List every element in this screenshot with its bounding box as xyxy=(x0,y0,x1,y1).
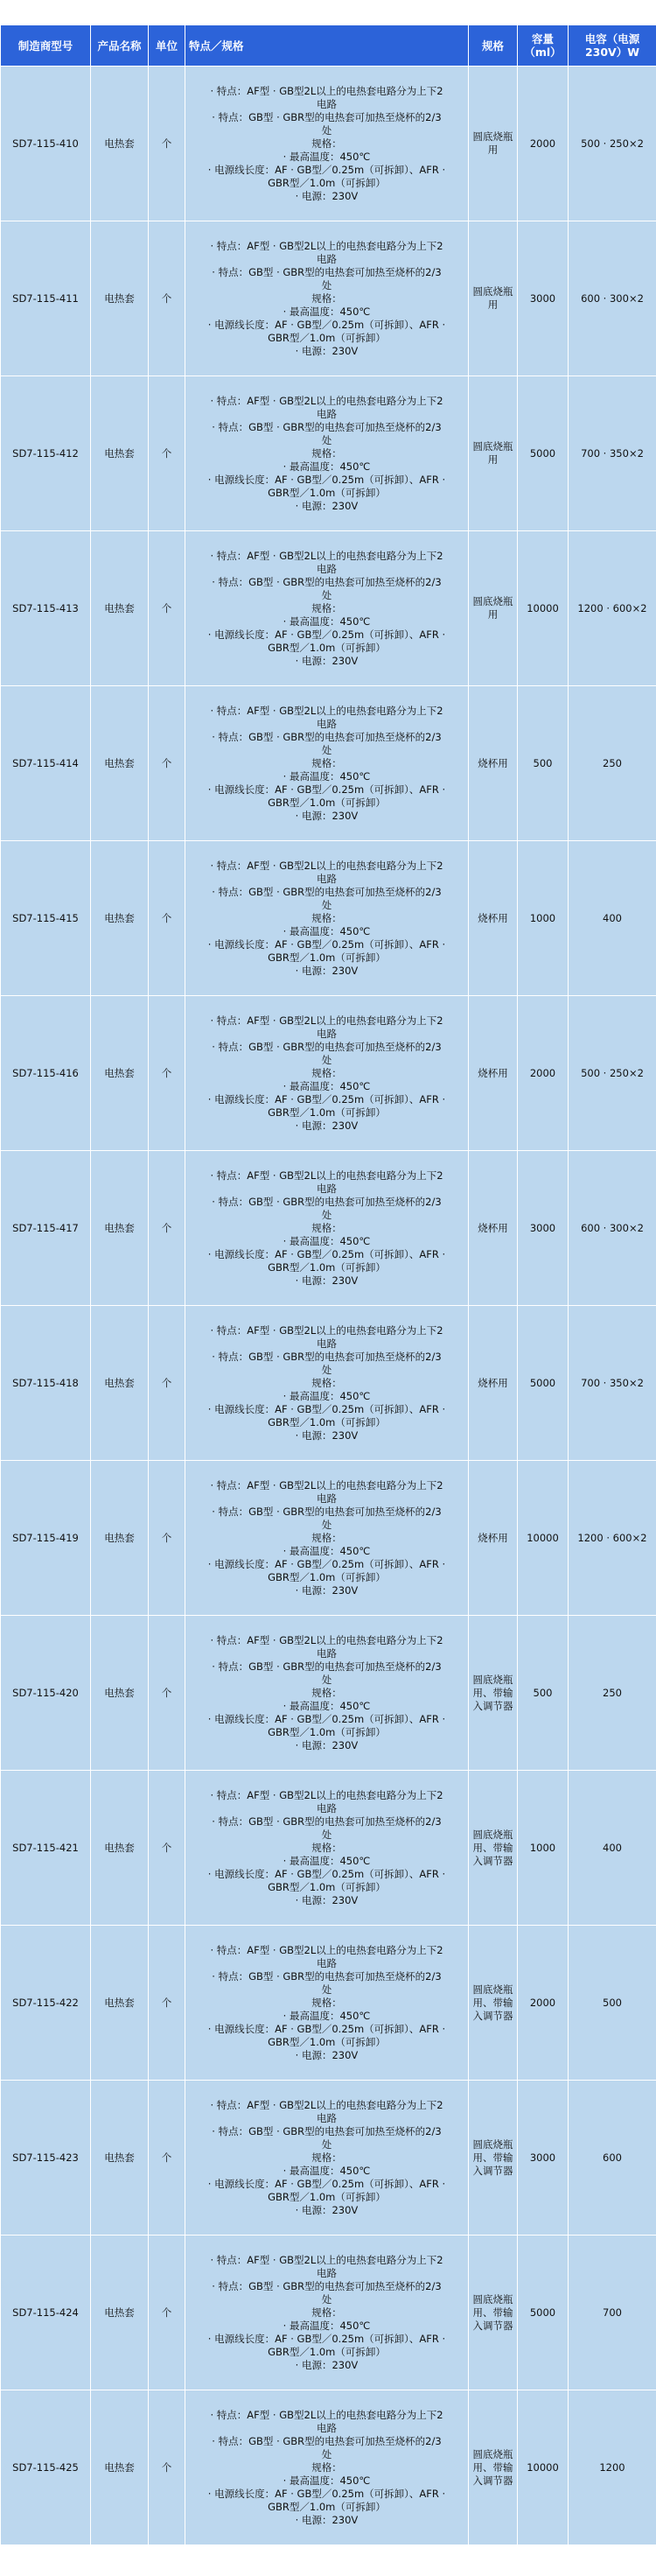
feature-line: 电路 xyxy=(317,97,337,110)
feature-line: · 电源线长度：AF · GB型／0.25m（可拆卸）、AFR · xyxy=(207,1712,446,1725)
feature-line: · 特点：AF型 · GB型2L以上的电热套电路分为上下2 xyxy=(210,2253,443,2266)
cell-features xyxy=(185,1616,469,1771)
feature-line: · 最高温度：450℃ xyxy=(283,1544,371,1557)
feature-line: GBR型／1.0m（可拆卸） xyxy=(268,796,386,809)
feature-line: · 特点：AF型 · GB型2L以上的电热套电路分为上下2 xyxy=(210,239,443,252)
feature-line: · 特点：AF型 · GB型2L以上的电热套电路分为上下2 xyxy=(210,2098,443,2111)
cell-name: 电热套 xyxy=(91,1306,149,1461)
cell-features xyxy=(185,686,469,841)
table-row xyxy=(1,376,656,531)
cell-power: 700 · 350×2 xyxy=(569,376,656,531)
feature-line: · 特点：GB型 · GBR型的电热套可加热至烧杯的2/3 xyxy=(212,1814,442,1828)
feature-line: · 特点：GB型 · GBR型的电热套可加热至烧杯的2/3 xyxy=(212,420,442,433)
feature-line: 处 xyxy=(321,898,332,911)
feature-line: GBR型／1.0m（可拆卸） xyxy=(268,2500,386,2513)
cell-unit: 个 xyxy=(149,221,185,376)
table-row xyxy=(1,1151,656,1306)
cell-features xyxy=(185,1151,469,1306)
feature-line: · 特点：GB型 · GBR型的电热套可加热至烧杯的2/3 xyxy=(212,2434,442,2447)
cell-unit: 个 xyxy=(149,376,185,531)
cell-name: 电热套 xyxy=(91,2081,149,2236)
cell-features xyxy=(185,1771,469,1926)
cell-model: SD7-115-411 xyxy=(1,221,91,376)
feature-line: 处 xyxy=(321,1363,332,1376)
cell-name: 电热套 xyxy=(91,2236,149,2390)
cell-name: 电热套 xyxy=(91,531,149,686)
cell-model: SD7-115-419 xyxy=(1,1461,91,1616)
cell-name: 电热套 xyxy=(91,376,149,531)
cell-unit: 个 xyxy=(149,2390,185,2545)
feature-line: 处 xyxy=(321,433,332,446)
feature-line: · 电源：230V xyxy=(295,189,359,202)
feature-line: · 电源线长度：AF · GB型／0.25m（可拆卸）、AFR · xyxy=(207,2332,446,2345)
feature-line: · 最高温度：450℃ xyxy=(283,1699,371,1712)
feature-line: · 特点：AF型 · GB型2L以上的电热套电路分为上下2 xyxy=(210,394,443,407)
cell-name: 电热套 xyxy=(91,2390,149,2545)
feature-line: 处 xyxy=(321,1828,332,1841)
feature-line: 规格： xyxy=(311,2306,342,2319)
feature-line: GBR型／1.0m（可拆卸） xyxy=(268,951,386,964)
cell-model: SD7-115-417 xyxy=(1,1151,91,1306)
feature-line: · 特点：GB型 · GBR型的电热套可加热至烧杯的2/3 xyxy=(212,1040,442,1053)
feature-line: 电路 xyxy=(317,717,337,730)
feature-line: 处 xyxy=(321,2292,332,2306)
feature-line: 处 xyxy=(321,2137,332,2151)
feature-line: · 特点：GB型 · GBR型的电热套可加热至烧杯的2/3 xyxy=(212,265,442,278)
feature-line: 规格： xyxy=(311,137,342,150)
feature-line: · 电源线长度：AF · GB型／0.25m（可拆卸）、AFR · xyxy=(207,1402,446,1415)
feature-line: · 特点：GB型 · GBR型的电热套可加热至烧杯的2/3 xyxy=(212,1195,442,1208)
feature-line: · 电源：230V xyxy=(295,2513,359,2526)
cell-unit: 个 xyxy=(149,1926,185,2081)
feature-line: · 特点：AF型 · GB型2L以上的电热套电路分为上下2 xyxy=(210,859,443,872)
feature-line: · 最高温度：450℃ xyxy=(283,614,371,628)
cell-power: 500 · 250×2 xyxy=(569,67,656,221)
feature-line: GBR型／1.0m（可拆卸） xyxy=(268,1260,386,1274)
feature-line: · 特点：AF型 · GB型2L以上的电热套电路分为上下2 xyxy=(210,704,443,717)
feature-line: · 电源线长度：AF · GB型／0.25m（可拆卸）、AFR · xyxy=(207,1867,446,1880)
cell-name: 电热套 xyxy=(91,67,149,221)
feature-line: · 电源：230V xyxy=(295,2358,359,2371)
cell-name: 电热套 xyxy=(91,1461,149,1616)
cell-capacity: 10000 xyxy=(518,1461,569,1616)
cell-features xyxy=(185,221,469,376)
cell-capacity: 1000 xyxy=(518,841,569,996)
feature-line: · 特点：AF型 · GB型2L以上的电热套电路分为上下2 xyxy=(210,84,443,97)
cell-name: 电热套 xyxy=(91,1151,149,1306)
feature-line: · 电源：230V xyxy=(295,964,359,977)
feature-line: 电路 xyxy=(317,1182,337,1195)
cell-power: 1200 xyxy=(569,2390,656,2545)
feature-line: 处 xyxy=(321,1673,332,1686)
cell-features xyxy=(185,376,469,531)
cell-model: SD7-115-425 xyxy=(1,2390,91,2545)
feature-line: · 特点：GB型 · GBR型的电热套可加热至烧杯的2/3 xyxy=(212,1350,442,1363)
header-model: 制造商型号 xyxy=(1,25,91,67)
feature-line: 处 xyxy=(321,278,332,291)
cell-usage: 圆底烧瓶用、带输入调节器 xyxy=(469,1616,518,1771)
cell-capacity: 10000 xyxy=(518,531,569,686)
feature-line: · 特点：AF型 · GB型2L以上的电热套电路分为上下2 xyxy=(210,1788,443,1801)
cell-features xyxy=(185,996,469,1151)
table-row xyxy=(1,1306,656,1461)
table-row xyxy=(1,1926,656,2081)
feature-line: 规格： xyxy=(311,2151,342,2164)
cell-unit: 个 xyxy=(149,841,185,996)
feature-line: · 电源：230V xyxy=(295,2048,359,2061)
feature-line: GBR型／1.0m（可拆卸） xyxy=(268,2035,386,2048)
feature-line: GBR型／1.0m（可拆卸） xyxy=(268,2345,386,2358)
feature-line: 规格： xyxy=(311,291,342,305)
cell-capacity: 500 xyxy=(518,1616,569,1771)
cell-features xyxy=(185,1926,469,2081)
cell-unit: 个 xyxy=(149,67,185,221)
cell-usage: 圆底烧瓶用 xyxy=(469,376,518,531)
cell-power: 600 xyxy=(569,2081,656,2236)
feature-line: 规格： xyxy=(311,1066,342,1079)
cell-capacity: 2000 xyxy=(518,67,569,221)
feature-line: · 最高温度：450℃ xyxy=(283,1854,371,1867)
cell-capacity: 500 xyxy=(518,686,569,841)
cell-power: 500 · 250×2 xyxy=(569,996,656,1151)
header-capacity: 容量 （ml） xyxy=(518,25,569,67)
feature-line: · 特点：AF型 · GB型2L以上的电热套电路分为上下2 xyxy=(210,1014,443,1027)
feature-line: 规格： xyxy=(311,911,342,924)
cell-capacity: 3000 xyxy=(518,2081,569,2236)
feature-line: · 最高温度：450℃ xyxy=(283,2009,371,2022)
feature-line: GBR型／1.0m（可拆卸） xyxy=(268,641,386,654)
cell-model: SD7-115-414 xyxy=(1,686,91,841)
cell-usage: 圆底烧瓶用、带输入调节器 xyxy=(469,1771,518,1926)
feature-line: 处 xyxy=(321,743,332,756)
cell-capacity: 3000 xyxy=(518,221,569,376)
feature-line: · 电源线长度：AF · GB型／0.25m（可拆卸）、AFR · xyxy=(207,2487,446,2500)
cell-unit: 个 xyxy=(149,1306,185,1461)
table-row xyxy=(1,1771,656,1926)
cell-name: 电热套 xyxy=(91,1771,149,1926)
feature-line: GBR型／1.0m（可拆卸） xyxy=(268,176,386,189)
feature-line: GBR型／1.0m（可拆卸） xyxy=(268,1570,386,1583)
cell-capacity: 5000 xyxy=(518,376,569,531)
product-spec-table xyxy=(0,25,656,2545)
feature-line: · 特点：AF型 · GB型2L以上的电热套电路分为上下2 xyxy=(210,1169,443,1182)
feature-line: 处 xyxy=(321,1053,332,1066)
feature-line: · 电源线长度：AF · GB型／0.25m（可拆卸）、AFR · xyxy=(207,937,446,951)
cell-unit: 个 xyxy=(149,531,185,686)
cell-unit: 个 xyxy=(149,686,185,841)
feature-line: · 电源线长度：AF · GB型／0.25m（可拆卸）、AFR · xyxy=(207,628,446,641)
cell-power: 600 · 300×2 xyxy=(569,221,656,376)
table-header-row xyxy=(1,25,656,67)
cell-power: 700 xyxy=(569,2236,656,2390)
table-row xyxy=(1,2390,656,2545)
feature-line: 处 xyxy=(321,1208,332,1221)
table-row xyxy=(1,996,656,1151)
feature-line: 电路 xyxy=(317,407,337,420)
cell-capacity: 5000 xyxy=(518,2236,569,2390)
cell-usage: 圆底烧瓶用 xyxy=(469,531,518,686)
cell-usage: 烧杯用 xyxy=(469,1151,518,1306)
feature-line: · 最高温度：450℃ xyxy=(283,1389,371,1402)
feature-line: 处 xyxy=(321,588,332,601)
cell-usage: 圆底烧瓶用、带输入调节器 xyxy=(469,2236,518,2390)
header-power: 电容（电源 230V）W xyxy=(569,25,656,67)
cell-unit: 个 xyxy=(149,2081,185,2236)
feature-line: 处 xyxy=(321,123,332,137)
feature-line: 电路 xyxy=(317,1492,337,1505)
feature-line: · 最高温度：450℃ xyxy=(283,2319,371,2332)
feature-line: · 特点：GB型 · GBR型的电热套可加热至烧杯的2/3 xyxy=(212,885,442,898)
feature-line: · 电源：230V xyxy=(295,809,359,822)
feature-line: · 电源线长度：AF · GB型／0.25m（可拆卸）、AFR · xyxy=(207,473,446,486)
feature-line: 规格： xyxy=(311,1376,342,1389)
feature-line: · 电源：230V xyxy=(295,2203,359,2216)
cell-features xyxy=(185,2081,469,2236)
feature-line: GBR型／1.0m（可拆卸） xyxy=(268,486,386,499)
feature-line: · 特点：GB型 · GBR型的电热套可加热至烧杯的2/3 xyxy=(212,1660,442,1673)
feature-line: 电路 xyxy=(317,2266,337,2279)
feature-line: 电路 xyxy=(317,1801,337,1814)
feature-line: 电路 xyxy=(317,1337,337,1350)
feature-line: · 特点：GB型 · GBR型的电热套可加热至烧杯的2/3 xyxy=(212,1505,442,1518)
cell-model: SD7-115-415 xyxy=(1,841,91,996)
table-body xyxy=(1,67,656,2545)
table-row xyxy=(1,221,656,376)
cell-power: 400 xyxy=(569,1771,656,1926)
table-row xyxy=(1,531,656,686)
feature-line: · 电源线长度：AF · GB型／0.25m（可拆卸）、AFR · xyxy=(207,783,446,796)
feature-line: · 特点：AF型 · GB型2L以上的电热套电路分为上下2 xyxy=(210,1478,443,1492)
cell-features xyxy=(185,2390,469,2545)
cell-name: 电热套 xyxy=(91,1616,149,1771)
feature-line: · 特点：GB型 · GBR型的电热套可加热至烧杯的2/3 xyxy=(212,730,442,743)
feature-line: 电路 xyxy=(317,562,337,575)
cell-model: SD7-115-423 xyxy=(1,2081,91,2236)
cell-power: 250 xyxy=(569,686,656,841)
cell-model: SD7-115-416 xyxy=(1,996,91,1151)
table-row xyxy=(1,2236,656,2390)
feature-line: · 特点：AF型 · GB型2L以上的电热套电路分为上下2 xyxy=(210,549,443,562)
table-row xyxy=(1,2081,656,2236)
feature-line: · 最高温度：450℃ xyxy=(283,460,371,473)
feature-line: · 电源：230V xyxy=(295,1119,359,1132)
cell-features xyxy=(185,1461,469,1616)
feature-line: · 电源线长度：AF · GB型／0.25m（可拆卸）、AFR · xyxy=(207,2022,446,2035)
feature-line: · 最高温度：450℃ xyxy=(283,2474,371,2487)
feature-line: · 最高温度：450℃ xyxy=(283,769,371,783)
cell-model: SD7-115-410 xyxy=(1,67,91,221)
cell-usage: 烧杯用 xyxy=(469,996,518,1151)
cell-features xyxy=(185,67,469,221)
feature-line: 处 xyxy=(321,1518,332,1531)
feature-line: 规格： xyxy=(311,1221,342,1234)
cell-name: 电热套 xyxy=(91,221,149,376)
feature-line: · 电源：230V xyxy=(295,1428,359,1442)
feature-line: · 最高温度：450℃ xyxy=(283,1234,371,1247)
feature-line: · 特点：AF型 · GB型2L以上的电热套电路分为上下2 xyxy=(210,1323,443,1337)
cell-capacity: 10000 xyxy=(518,2390,569,2545)
cell-name: 电热套 xyxy=(91,1926,149,2081)
cell-unit: 个 xyxy=(149,1151,185,1306)
cell-capacity: 3000 xyxy=(518,1151,569,1306)
feature-line: 电路 xyxy=(317,252,337,265)
feature-line: · 电源线长度：AF · GB型／0.25m（可拆卸）、AFR · xyxy=(207,2177,446,2190)
cell-power: 1200 · 600×2 xyxy=(569,1461,656,1616)
cell-power: 700 · 350×2 xyxy=(569,1306,656,1461)
cell-usage: 圆底烧瓶用、带输入调节器 xyxy=(469,2390,518,2545)
feature-line: · 最高温度：450℃ xyxy=(283,924,371,937)
feature-line: · 电源：230V xyxy=(295,654,359,667)
cell-usage: 烧杯用 xyxy=(469,686,518,841)
cell-model: SD7-115-418 xyxy=(1,1306,91,1461)
cell-power: 400 xyxy=(569,841,656,996)
cell-features xyxy=(185,531,469,686)
feature-line: · 电源线长度：AF · GB型／0.25m（可拆卸）、AFR · xyxy=(207,1247,446,1260)
feature-line: · 电源：230V xyxy=(295,344,359,357)
feature-line: · 电源：230V xyxy=(295,1583,359,1597)
cell-capacity: 1000 xyxy=(518,1771,569,1926)
cell-model: SD7-115-413 xyxy=(1,531,91,686)
cell-capacity: 2000 xyxy=(518,996,569,1151)
feature-line: 电路 xyxy=(317,2421,337,2434)
feature-line: 规格： xyxy=(311,756,342,769)
cell-unit: 个 xyxy=(149,1771,185,1926)
feature-line: GBR型／1.0m（可拆卸） xyxy=(268,1415,386,1428)
feature-line: 规格： xyxy=(311,601,342,614)
cell-model: SD7-115-424 xyxy=(1,2236,91,2390)
feature-line: · 特点：AF型 · GB型2L以上的电热套电路分为上下2 xyxy=(210,1943,443,1956)
feature-line: 电路 xyxy=(317,2111,337,2124)
feature-line: 规格： xyxy=(311,1531,342,1544)
feature-line: 电路 xyxy=(317,1646,337,1660)
cell-usage: 圆底烧瓶用 xyxy=(469,221,518,376)
feature-line: · 特点：GB型 · GBR型的电热套可加热至烧杯的2/3 xyxy=(212,575,442,588)
feature-line: · 电源线长度：AF · GB型／0.25m（可拆卸）、AFR · xyxy=(207,1557,446,1570)
feature-line: · 最高温度：450℃ xyxy=(283,1079,371,1092)
cell-power: 250 xyxy=(569,1616,656,1771)
cell-name: 电热套 xyxy=(91,686,149,841)
cell-usage: 圆底烧瓶用、带输入调节器 xyxy=(469,1926,518,2081)
cell-features xyxy=(185,1306,469,1461)
feature-line: 电路 xyxy=(317,1027,337,1040)
table-row xyxy=(1,67,656,221)
cell-model: SD7-115-412 xyxy=(1,376,91,531)
table-row xyxy=(1,1616,656,1771)
header-usage: 规格 xyxy=(469,25,518,67)
cell-model: SD7-115-422 xyxy=(1,1926,91,2081)
feature-line: · 最高温度：450℃ xyxy=(283,305,371,318)
feature-line: 规格： xyxy=(311,1686,342,1699)
cell-capacity: 2000 xyxy=(518,1926,569,2081)
feature-line: 处 xyxy=(321,1983,332,1996)
feature-line: GBR型／1.0m（可拆卸） xyxy=(268,2190,386,2203)
feature-line: GBR型／1.0m（可拆卸） xyxy=(268,1880,386,1893)
cell-power: 1200 · 600×2 xyxy=(569,531,656,686)
cell-usage: 烧杯用 xyxy=(469,1461,518,1616)
table-row xyxy=(1,841,656,996)
feature-line: · 电源：230V xyxy=(295,1893,359,1906)
cell-unit: 个 xyxy=(149,996,185,1151)
cell-features xyxy=(185,841,469,996)
feature-line: 规格： xyxy=(311,446,342,460)
feature-line: GBR型／1.0m（可拆卸） xyxy=(268,1106,386,1119)
feature-line: · 特点：GB型 · GBR型的电热套可加热至烧杯的2/3 xyxy=(212,2279,442,2292)
feature-line: 规格： xyxy=(311,2460,342,2474)
feature-line: · 电源：230V xyxy=(295,1274,359,1287)
feature-line: · 特点：GB型 · GBR型的电热套可加热至烧杯的2/3 xyxy=(212,1969,442,1983)
feature-line: · 电源线长度：AF · GB型／0.25m（可拆卸）、AFR · xyxy=(207,163,446,176)
feature-line: · 电源线长度：AF · GB型／0.25m（可拆卸）、AFR · xyxy=(207,318,446,331)
cell-features xyxy=(185,2236,469,2390)
feature-line: · 特点：GB型 · GBR型的电热套可加热至烧杯的2/3 xyxy=(212,110,442,123)
feature-line: · 特点：AF型 · GB型2L以上的电热套电路分为上下2 xyxy=(210,2408,443,2421)
cell-usage: 烧杯用 xyxy=(469,1306,518,1461)
cell-name: 电热套 xyxy=(91,996,149,1151)
feature-line: · 电源：230V xyxy=(295,1738,359,1751)
cell-power: 500 xyxy=(569,1926,656,2081)
header-features: 特点／规格 xyxy=(185,25,469,67)
cell-name: 电热套 xyxy=(91,841,149,996)
feature-line: GBR型／1.0m（可拆卸） xyxy=(268,331,386,344)
feature-line: 规格： xyxy=(311,1841,342,1854)
feature-line: · 电源：230V xyxy=(295,499,359,512)
cell-model: SD7-115-421 xyxy=(1,1771,91,1926)
table-row xyxy=(1,1461,656,1616)
feature-line: 电路 xyxy=(317,1956,337,1969)
feature-line: · 特点：AF型 · GB型2L以上的电热套电路分为上下2 xyxy=(210,1633,443,1646)
header-name: 产品名称 xyxy=(91,25,149,67)
cell-usage: 圆底烧瓶用 xyxy=(469,67,518,221)
feature-line: 电路 xyxy=(317,872,337,885)
feature-line: 处 xyxy=(321,2447,332,2460)
header-unit: 单位 xyxy=(149,25,185,67)
feature-line: · 最高温度：450℃ xyxy=(283,150,371,163)
cell-unit: 个 xyxy=(149,1616,185,1771)
cell-model: SD7-115-420 xyxy=(1,1616,91,1771)
cell-usage: 圆底烧瓶用、带输入调节器 xyxy=(469,2081,518,2236)
cell-usage: 烧杯用 xyxy=(469,841,518,996)
feature-line: GBR型／1.0m（可拆卸） xyxy=(268,1725,386,1738)
feature-line: · 特点：GB型 · GBR型的电热套可加热至烧杯的2/3 xyxy=(212,2124,442,2137)
cell-unit: 个 xyxy=(149,1461,185,1616)
cell-unit: 个 xyxy=(149,2236,185,2390)
feature-line: · 电源线长度：AF · GB型／0.25m（可拆卸）、AFR · xyxy=(207,1092,446,1106)
cell-power: 600 · 300×2 xyxy=(569,1151,656,1306)
cell-capacity: 5000 xyxy=(518,1306,569,1461)
feature-line: 规格： xyxy=(311,1996,342,2009)
table-row xyxy=(1,686,656,841)
feature-line: · 最高温度：450℃ xyxy=(283,2164,371,2177)
